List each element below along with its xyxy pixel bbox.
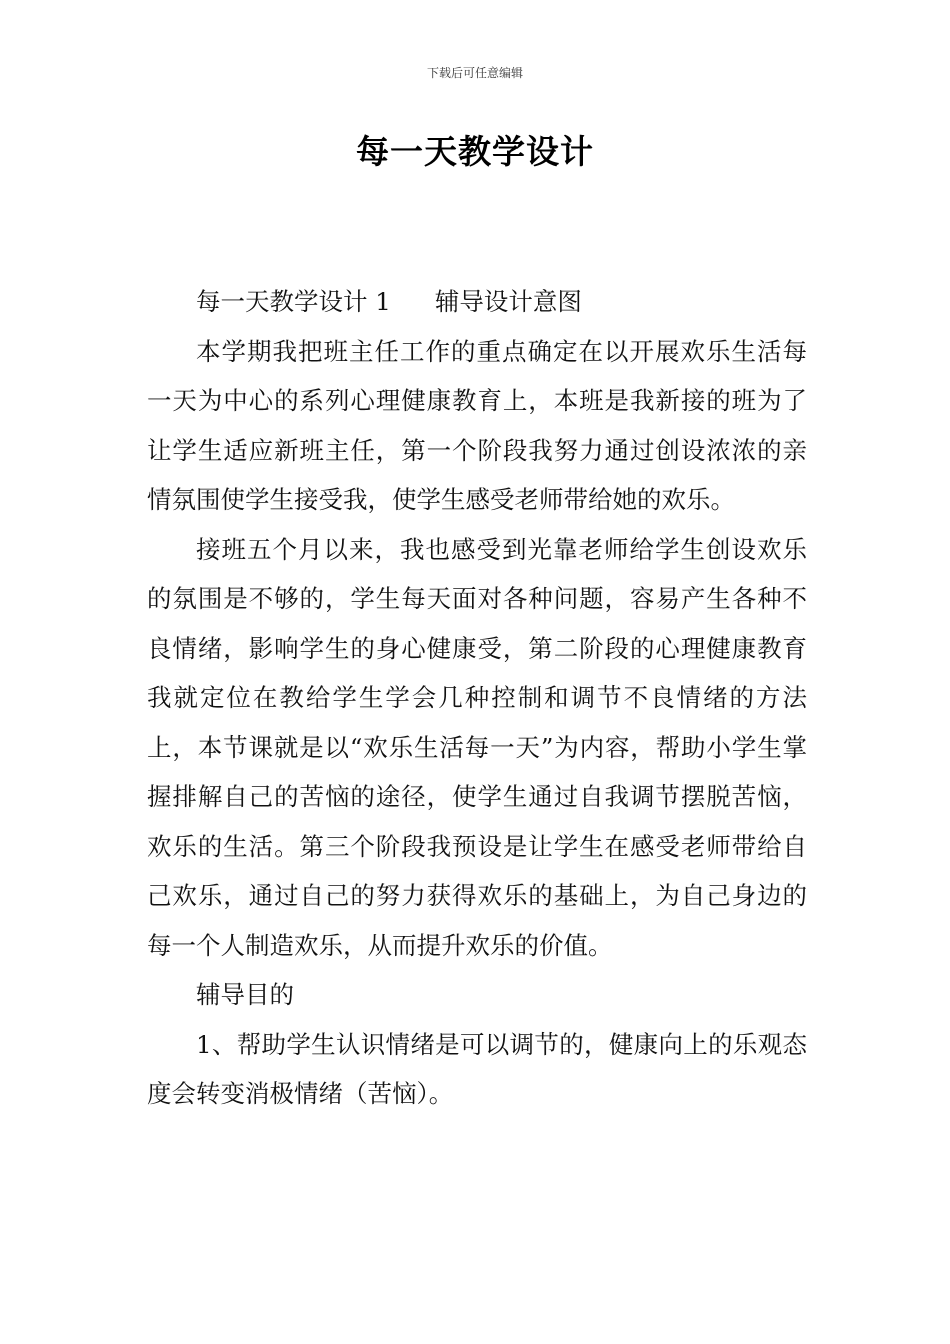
paragraph-background: 接班五个月以来，我也感受到光靠老师给学生创设欢乐的氛围是不够的，学生每天面对各种问题，容易产生各种不良情绪，影响学生的身心健康受，第二阶段的心理健康教育我就定位在教给学生学会几种控制和调节不良情绪的方法上，本节课就是以“欢乐生活每一天”为内容，帮助小学生掌握排解自己的苦恼的途径，使学生通过自我调节摆脱苦恼，欢乐的生活。第三个阶段我预设是让学生在感受老师带给自己欢乐，通过自己的努力获得欢乐的基础上，为自己身边的每一个人制造欢乐，从而提升欢乐的价值。 (147, 534, 807, 960)
goal-item: 1、帮助学生认识情绪是可以调节的，健康向上的乐观态度会转变消极情绪（苦恼）。 (147, 1029, 807, 1108)
section-heading-row (147, 277, 807, 327)
paragraph-intent: 本学期我把班主任工作的重点确定在以开展欢乐生活每一天为中心的系列心理健康教育上，本班是我新接的班为了让学生适应新班主任，第一个阶段我努力通过创设浓浓的亲情氛围使学生接受我，使学生感受老师带给她的欢乐。 (147, 336, 807, 514)
document-body (147, 277, 807, 1119)
section-heading: 每一天教学设计 1 (196, 287, 391, 316)
header-note: 下载后可任意编辑 (426, 66, 523, 80)
goals-heading: 辅导目的 (196, 980, 294, 1009)
section-subheading: 辅导设计意图 (434, 287, 582, 316)
document-title: 每一天教学设计 (356, 132, 594, 171)
